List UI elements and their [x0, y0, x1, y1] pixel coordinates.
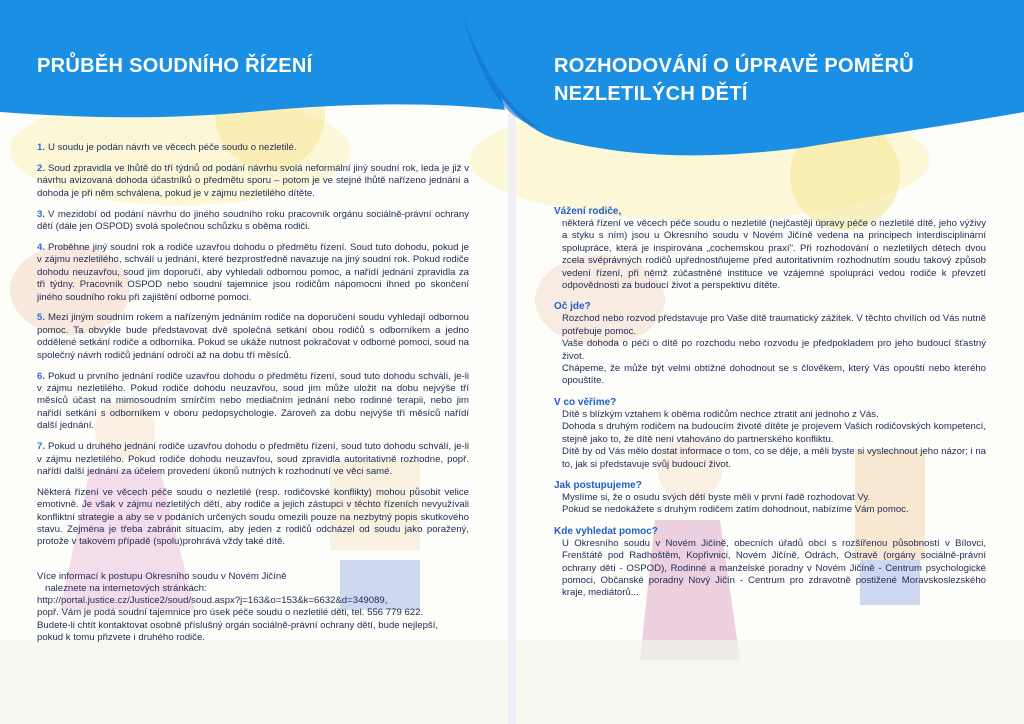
step-text: U soudu je podán návrh ve věcech péče soudu o nezletilé.	[48, 142, 297, 153]
section-heading: Jak postupujeme?	[554, 479, 642, 491]
step-text: V mezidobí od podání návrhu do jiného soudního roku pracovník orgánu sociálně-právní ochrany dětí (dále jen OSPOD) svolá společnou schůzku s oběma rodiči.	[37, 208, 469, 233]
section-paragraph: Myslíme si, že o osudu svých dětí byste měli v první řadě rozhodovat Vy.	[562, 491, 871, 503]
info-line: pokud k tomu přizvete i druhého rodiče.	[37, 631, 205, 643]
step-number: 4.	[37, 241, 46, 253]
section-greeting	[554, 205, 986, 292]
step-text: Pokud u druhého jednání rodiče uzavřou dohodu o předmětu řízení, soud tuto dohodu schválí, je-li v zájmu nezletilého. Pokud rodiče dohodu neuzavřou, soud zpravidla autoritativně rozhodne, popř. nařídí další jednání za účelem provedení úkonů nutných k rozhodnutí ve věci samé.	[37, 441, 469, 477]
step-number: 1.	[37, 142, 46, 153]
section-paragraph: Rozchod nebo rozvod představuje pro Vaše dítě traumatický zážitek. V těchto chvílích od Vás nutně potřebuje pomoc.	[562, 313, 986, 337]
procedure-step	[37, 312, 469, 362]
info-line: naleznete na internetových stránkách:	[45, 583, 207, 595]
left-page	[0, 0, 510, 724]
step-text: Pokud u prvního jednání rodiče uzavřou dohodu o předmětu řízení, soud tuto dohodu schválí, je-li v zájmu nezletilého. Pokud rodiče dohodu neuzavřou, soud jim může uložit na dobu nejvýše tří měsíců účast na mimosoudním smírčím nebo mediačním jednání nebo rodinné terapii, nebo jim nařídí setkání s odborníkem v oboru pedopsychologie. Zároveň za dobu nejvýše tří měsíců nařídí další jednání.	[37, 370, 469, 432]
procedure-step	[37, 209, 469, 234]
section-paragraph: Chápeme, že může být velmi obtížné dohodnout se s člověkem, který Vás opouští nebo kterého opouštíte.	[562, 363, 986, 387]
procedure-step	[37, 163, 469, 200]
section-paragraph: Dítě by od Vás mělo dostat informace o tom, co se děje, a měli byste si vyslechnout jeho názor; i na to, jak si představuje svůj budoucí život.	[562, 446, 986, 470]
section-where-help	[554, 525, 986, 600]
procedure-step	[37, 142, 469, 154]
info-line: Budete-li chtít kontaktovat osobně příslušný orgán sociálně-právní ochrany dětí, bude nejlepší,	[37, 619, 439, 631]
right-title-line: ROZHODOVÁNÍ O ÚPRAVĚ POMĚRŮ	[554, 55, 914, 77]
procedure-step	[37, 371, 469, 433]
procedure-step	[37, 242, 469, 304]
contact-info	[37, 571, 469, 644]
section-what-about	[554, 300, 986, 387]
right-title-line: NEZLETILÝCH DĚTÍ	[554, 83, 748, 105]
section-paragraph: Pokud se nedokážete s druhým rodičem zatím dohodnout, nabízíme Vám pomoc.	[562, 504, 909, 516]
info-line: Více informací k postupu Okresního soudu v Novém Jičíně	[37, 570, 287, 582]
left-page-title: PRŮBĚH SOUDNÍHO ŘÍZENÍ	[37, 55, 313, 77]
step-number: 2.	[37, 162, 46, 174]
step-text: Proběhne jiný soudní rok a rodiče uzavřou dohodu o předmětu řízení. Soud tuto dohodu, pokud je v zájmu nezletilého, schválí u jednání, které bezprostředně navazuje na jiný soudní rok. Pokud rodiče dohodu neuzavřou, soud jim doporučí, aby vyhledali odbornou pomoc, a nařídí jednání zpravidla za tři týdny. Pracovník OSPOD nebo soudní tajemnice jsou rodičům nápomocni ihned po skončení jiného soudního roku při zajištění odborné pomoci.	[37, 241, 469, 303]
section-paragraph: Dohoda s druhým rodičem na budoucím životě dítěte je projevem Vašich rodičovských kompetencí, stejně jako to, že dítě není vtahováno do partnerského konfliktu.	[562, 421, 986, 445]
section-paragraph: Vaše dohoda o péči o dítě po rozchodu nebo rozvodu je předpokladem pro jeho budoucí šťastný život.	[562, 338, 986, 362]
section-heading: Oč jde?	[554, 301, 591, 313]
section-paragraph: některá řízení ve věcech péče soudu o nezletilé (nejčastěji úpravy péče o nezletilé dítě, jeho výživy a styku s ním) jsou u Okresního soudu v Novém Jičíně vedena na principech interdisciplinární spolupráce, která je inspirována „cochemskou praxí". Při rozhodování o nezletilých dětech dvou zcela svéprávných rodičů upřednostňujeme před autoritativním rozhodnutím soudu takový způsob vedení řízení, při němž zúčastněné instituce ve vzájemné spolupráci vedou rodiče k převzetí odpovědnosti za budoucí život a perspektivu dítěte.	[562, 218, 986, 292]
info-url-link[interactable]: http://portal.justice.cz/Justice2/soud/soud.aspx?j=163&o=153&k=6632&d=349089,	[37, 595, 388, 607]
info-line: popř. Vám je podá soudní tajemnice pro úsek péče soudu o nezletilé děti, tel. 556 779 622.	[37, 607, 424, 619]
right-content	[554, 205, 986, 608]
left-content	[37, 142, 469, 644]
section-heading: Kde vyhledat pomoc?	[554, 525, 658, 537]
step-number: 6.	[37, 370, 46, 382]
step-text: Soud zpravidla ve lhůtě do tří týdnů od podání návrhu svolá neformální jiný soudní rok, leda je již v návrhu avizovaná dohoda účastníků o předmětu sporu – potom je ve stejné lhůtě nařízeno jednání a dohoda je při něm schválena, pokud je v zájmu nezletilého dítěte.	[37, 162, 469, 199]
step-text: Mezi jiným soudním rokem a nařízeným jednáním rodiče na doporučení soudu vyhledají odbornou pomoc. Ta obvykle bude představovat dvě společná setkání obou rodičů s odborníkem a jedno oddělené setkání rodiče a odborníka. Pokud se ukáže nutnost pokračovat v odborné pomoci, soud na společný návrh rodičů jednání odročí až na dobu tří měsíců.	[37, 312, 469, 361]
section-heading: V co věříme?	[554, 396, 617, 408]
step-number: 3.	[37, 208, 46, 220]
right-page	[512, 0, 1024, 724]
procedure-step	[37, 441, 469, 478]
closing-paragraph: Některá řízení ve věcech péče soudu o nezletilé (resp. rodičovské konflikty) mohou působit velice emotivně. Je však v zájmu nezletilých dětí, aby rodiče a jejich zástupci v těchto řízeních nevyužívali konfliktní strategie a aby se v podáních určených soudu omezili pouze na nezbytný popis skutkového stavu. Zejména je třeba zabránit situacím, aby jeden z rodičů odcházel od soudu jako poražený, protože v takovém případě (spolu)prohrává vždy také dítě.	[37, 486, 469, 548]
right-page-title	[554, 52, 914, 108]
step-number: 7.	[37, 441, 46, 453]
section-approach	[554, 479, 986, 517]
section-paragraph: Dítě s blízkým vztahem k oběma rodičům nechce ztratit ani jednoho z Vás.	[562, 408, 879, 420]
section-heading: Vážení rodiče,	[554, 206, 622, 217]
section-paragraph: U Okresního soudu v Novém Jičíně, obecních úřadů obcí s rozšířenou působností v Bílovci, Frenštátě pod Radhoštěm, Kopřivnici, Novém Jičíně, Odrách, Ostravě (orgány sociálně-právní ochrany dětí - OSPOD), Rodinné a manželské poradny v Novém Jičíně - Centrum psychologické pomoci, Občanské poradny Nový Jičín - Centrum pro zdravotně postižené Moravskoslezského kraje, mediátorů...	[562, 537, 986, 599]
section-beliefs	[554, 396, 986, 471]
step-number: 5.	[37, 312, 46, 324]
